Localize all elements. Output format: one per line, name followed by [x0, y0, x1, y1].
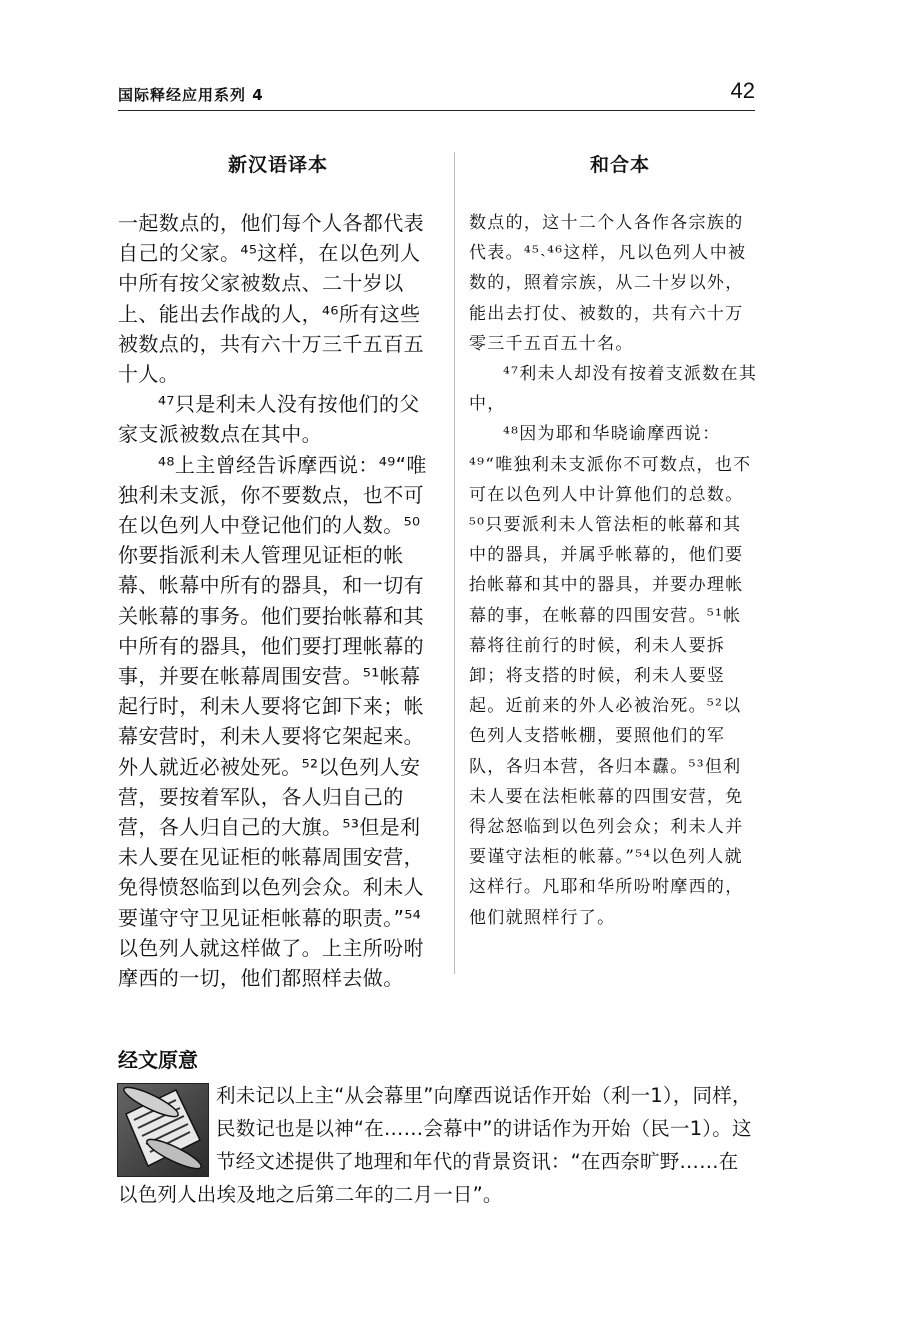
- section-body-paragraph: [118, 1079, 758, 1211]
- verse-paragraph: 数点的，这十二个人各作各宗族的代表。⁴⁵˴⁴⁶这样，凡以色列人中被数的，照着宗族，从二十岁以外，能出去打仗、被数的，共有六十万零三千五百五十名。: [469, 213, 747, 354]
- series-title: 国际释经应用系列 4: [118, 86, 264, 104]
- page-number: 42: [730, 78, 755, 103]
- section-body-text: 利未记以上主“从会幕里”向摩西说话作开始（利一1），同样，民数记也是以神“在……会幕中”的讲话作为开始（民一1）。这节经文述提供了地理和年代的背景资讯：“在西奈旷野……在以色列人出埃及地之后第二年的二月一日”。: [118, 1084, 752, 1206]
- running-header: [118, 80, 755, 111]
- left-column-text: [118, 208, 440, 993]
- verse-paragraph: ⁴⁷利未人却没有按着支派数在其中，: [469, 364, 758, 415]
- right-column-title: 和合本: [590, 154, 651, 176]
- verse-paragraph: ⁴⁷只是利未人没有按他们的父家支派被数点在其中。: [118, 392, 420, 447]
- column-divider: [454, 152, 455, 974]
- right-column-text: [469, 208, 759, 933]
- verse-paragraph: ⁴⁸上主曾经告诉摩西说：⁴⁹“唯独利未支派，你不要数点，也不可在以色列人中登记他们的人数。⁵⁰你要指派利未人管理见证柜的帐幕、帐幕中所有的器具，和一切有关帐幕的事务。他们要抬帐幕和其中所有的器具，他们要打理帐幕的事，并要在帐幕周围安营。⁵¹帐幕起行时，利未人要将它卸下来；帐幕安营时，利未人要将它架起来。外人就近必被处死。⁵²以色列人安营，要按着军队，各人归自己的营，各人归自己的大旗。⁵³但是利未人要在见证柜的帐幕周围安营，免得愤怒临到以色列会众。利未人要谨守守卫见证柜帐幕的职责。”⁵⁴以色列人就这样做了。上主所吩咐摩西的一切，他们都照样去做。: [118, 452, 427, 991]
- verse-paragraph: ⁴⁸因为耶和华晓谕摩西说：⁴⁹“唯独利未支派你不可数点，也不可在以色列人中计算他们的总数。⁵⁰只要派利未人管法柜的帐幕和其中的器具，并属乎帐幕的，他们要抬帐幕和其中的器具，并要办理帐幕的事，在帐幕的四围安营。⁵¹帐幕将往前行的时候，利未人要拆卸；将支搭的时候，利未人要竖起。近前来的外人必被治死。⁵²以色列人支搭帐棚，要照他们的军队，各归本营，各归本纛。⁵³但利未人要在法柜帐幕的四围安营，免得忿怒临到以色列会众；利未人并要谨守法柜的帐幕。”⁵⁴以色列人就这样行。凡耶和华所吩咐摩西的，他们就照样行了。: [469, 424, 752, 928]
- left-column-title: 新汉语译本: [228, 154, 329, 176]
- section-title: 经文原意: [118, 1048, 198, 1072]
- verse-paragraph: 一起数点的，他们每个人各都代表自己的父家。⁴⁵这样，在以色列人中所有按父家被数点、二十岁以上、能出去作战的人，⁴⁶所有这些被数点的，共有六十万三千五百五十人。: [118, 211, 424, 387]
